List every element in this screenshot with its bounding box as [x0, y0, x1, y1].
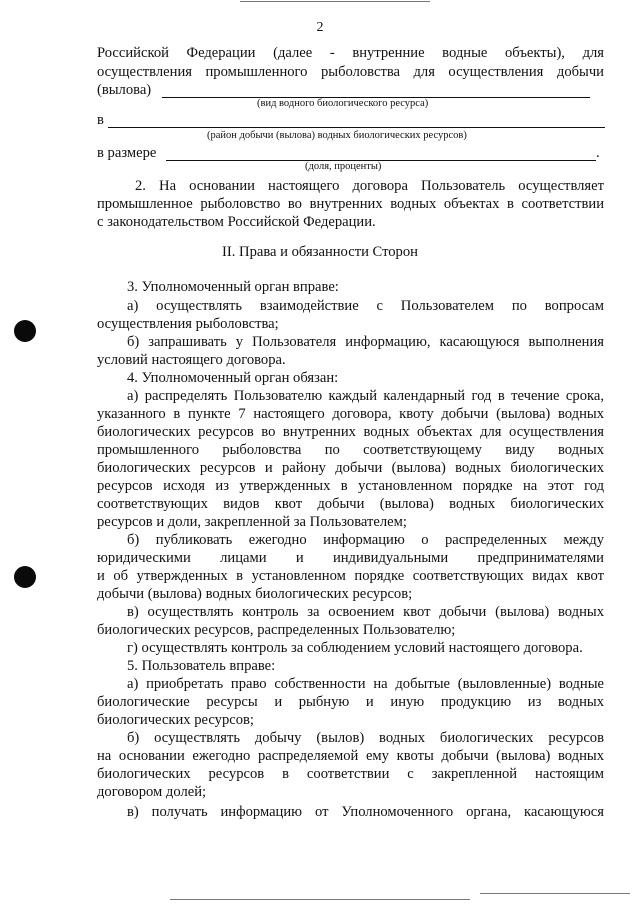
- clause-3b-line-1: б) запрашивать у Пользователя информацию, касающуюся выполнения: [127, 334, 604, 350]
- header-line-4-prefix: в: [97, 112, 104, 128]
- clause-4a-line-3: биологических ресурсов во внутренних водных объектах для осуществления: [97, 424, 604, 440]
- paragraph-2-line-3: с законодательством Российской Федерации.: [97, 214, 376, 230]
- clause-4a-line-6: ресурсов исходя из утвержденных в установленном порядке на этот год: [97, 478, 604, 494]
- section-heading: II. Права и обязанности Сторон: [222, 244, 418, 260]
- fishing-area-caption: (район добычи (вылова) водных биологических ресурсов): [207, 130, 467, 141]
- fishing-area-blank: [108, 127, 605, 128]
- header-line-2: осуществления промышленного рыболовства для осуществления добычи: [97, 64, 604, 80]
- punch-hole-top: [14, 320, 36, 342]
- bottom-edge-line: [170, 899, 470, 900]
- header-line-1: Российской Федерации (далее - внутренние водные объекты), для: [97, 45, 604, 61]
- clause-5a-line-1: а) приобретать право собственности на добытые (выловленные) водные: [127, 676, 604, 692]
- bottom-edge-line-right: [480, 893, 630, 894]
- clause-5b-line-4: договором долей;: [97, 784, 207, 800]
- clause-5v-line-1: в) получать информацию от Уполномоченного органа, касающуюся: [127, 804, 604, 820]
- clause-4a-line-5: биологических ресурсов и району добычи (вылова) водных биологических: [97, 460, 604, 476]
- page-number: 2: [316, 20, 324, 35]
- clause-5a-line-3: биологических ресурсов;: [97, 712, 254, 728]
- clause-5b-line-2: на основании ежегодно распределяемой ему квоты добычи (вылова) водных: [97, 748, 604, 764]
- header-line-3-prefix: (вылова): [97, 82, 152, 98]
- clause-4a-line-4: промышленного рыболовства по соответствующему виду водных: [97, 442, 604, 458]
- punch-hole-bottom: [14, 566, 36, 588]
- clause-4a-line-2: указанного в пункте 7 настоящего договора, квоту добычи (вылова) водных: [97, 406, 604, 422]
- clause-5a-line-2: биологические ресурсы и рыбную и иную продукцию из водных: [97, 694, 604, 710]
- clause-3-title: 3. Уполномоченный орган вправе:: [127, 279, 339, 295]
- clause-4a-line-1: а) распределять Пользователю каждый календарный год в течение срока,: [127, 388, 604, 404]
- clause-4v-line-1: в) осуществлять контроль за освоением квот добычи (вылова) водных: [127, 604, 604, 620]
- clause-4v-line-2: биологических ресурсов, распределенных Пользователю;: [97, 622, 456, 638]
- paragraph-2-line-1: 2. На основании настоящего договора Пользователь осуществляет: [135, 178, 604, 194]
- clause-4a-line-7: соответствующих видов квот добычи (вылова) водных биологических: [97, 496, 604, 512]
- clause-4b-line-4: добычи (вылова) водных биологических ресурсов;: [97, 586, 413, 602]
- resource-type-caption: (вид водного биологического ресурса): [257, 98, 429, 109]
- clause-4b-line-3: и об утвержденных в установленном порядке соответствующих видах квот: [97, 568, 604, 584]
- clause-4b-line-2: юридическими лицами и индивидуальными предпринимателями: [97, 550, 604, 566]
- clause-4b-line-1: б) публиковать ежегодно информацию о распределенных между: [127, 532, 604, 548]
- header-line-5-prefix: в размере: [97, 145, 157, 161]
- top-edge-line: [240, 1, 430, 2]
- clause-5b-line-1: б) осуществлять добычу (вылов) водных биологических ресурсов: [127, 730, 604, 746]
- clause-5-title: 5. Пользователь вправе:: [127, 658, 276, 674]
- clause-3a-line-2: осуществления рыболовства;: [97, 316, 279, 332]
- clause-4a-line-8: ресурсов и доли, закрепленной за Пользователем;: [97, 514, 407, 530]
- clause-3a-line-1: а) осуществлять взаимодействие с Пользователем по вопросам: [127, 298, 604, 314]
- clause-4g-line-1: г) осуществлять контроль за соблюдением условий настоящего договора.: [127, 640, 583, 656]
- clause-5b-line-3: биологических ресурсов в соответствии с закрепленной настоящим: [97, 766, 604, 782]
- clause-3b-line-2: условий настоящего договора.: [97, 352, 286, 368]
- header-line-5-suffix: .: [596, 145, 600, 161]
- clause-4-title: 4. Уполномоченный орган обязан:: [127, 370, 339, 386]
- paragraph-2-line-2: промышленное рыболовство во внутренних водных объектах в соответствии: [97, 196, 604, 212]
- share-caption: (доля, проценты): [305, 161, 382, 172]
